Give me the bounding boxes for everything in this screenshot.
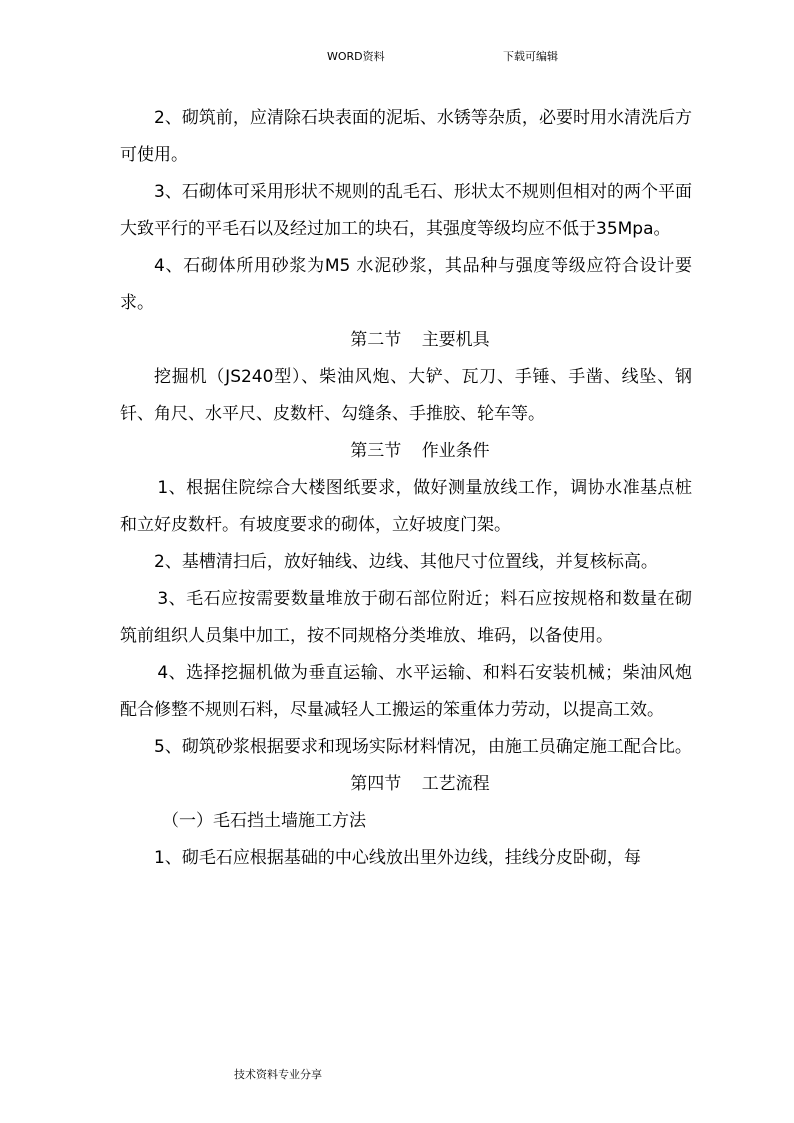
section-number: 第二节 bbox=[350, 330, 402, 350]
paragraph-transport: 4、选择挖掘机做为垂直运输、水平运输、和料石安装机械；柴油风炮配合修整不规则石料，尽量减轻人工搬运的笨重体力劳动，以提高工效。 bbox=[120, 663, 692, 720]
section-heading-process bbox=[120, 766, 692, 803]
paragraph-mix-ratio: 5、砌筑砂浆根据要求和现场实际材料情况，由施工员确定施工配合比。 bbox=[154, 737, 692, 757]
subheading-retaining-wall: （一）毛石挡土墙施工方法 bbox=[162, 811, 366, 831]
section-title: 主要机具 bbox=[421, 330, 490, 350]
header-left-text: WORD资料 bbox=[327, 50, 385, 63]
paragraph-tools-list: 挖掘机（JS240型）、柴油风炮、大铲、瓦刀、手锤、手凿、线坠、钢钎、角尺、水平尺、皮数杆、勾缝条、手推胶、轮车等。 bbox=[120, 367, 692, 424]
section-title: 作业条件 bbox=[421, 441, 490, 461]
section-number: 第四节 bbox=[350, 774, 402, 794]
section-heading-tools bbox=[120, 322, 692, 359]
paragraph-stone-stock: 3、毛石应按需要数量堆放于砌石部位附近；料石应按规格和数量在砌筑前组织人员集中加工，按不同规格分类堆放、堆码，以备使用。 bbox=[120, 589, 692, 646]
paragraph-laying: 1、砌毛石应根据基础的中心线放出里外边线，挂线分皮卧砌，每 bbox=[154, 848, 641, 868]
section-title: 工艺流程 bbox=[421, 774, 490, 794]
document-body bbox=[120, 100, 692, 877]
section-number: 第三节 bbox=[350, 441, 402, 461]
paragraph-trench: 2、基槽清扫后，放好轴线、边线、其他尺寸位置线，并复核标高。 bbox=[154, 552, 658, 572]
paragraph-cleaning: 2、砌筑前，应清除石块表面的泥垢、水锈等杂质，必要时用水清洗后方可使用。 bbox=[120, 108, 692, 165]
paragraph-survey: 1、根据住院综合大楼图纸要求，做好测量放线工作，调协水准基点桩和立好皮数杆。有坡度要求的砌体，立好坡度门架。 bbox=[120, 478, 692, 535]
paragraph-stone-types: 3、石砌体可采用形状不规则的乱毛石、形状太不规则但相对的两个平面大致平行的平毛石以及经过加工的块石，其强度等级均应不低于35Mpa。 bbox=[120, 182, 692, 239]
header-right-text: 下载可编辑 bbox=[503, 50, 558, 63]
footer-text: 技术资料专业分享 bbox=[234, 1068, 322, 1081]
section-heading-conditions bbox=[120, 433, 692, 470]
paragraph-mortar: 4、石砌体所用砂浆为M5 水泥砂浆，其品种与强度等级应符合设计要求。 bbox=[120, 256, 692, 313]
